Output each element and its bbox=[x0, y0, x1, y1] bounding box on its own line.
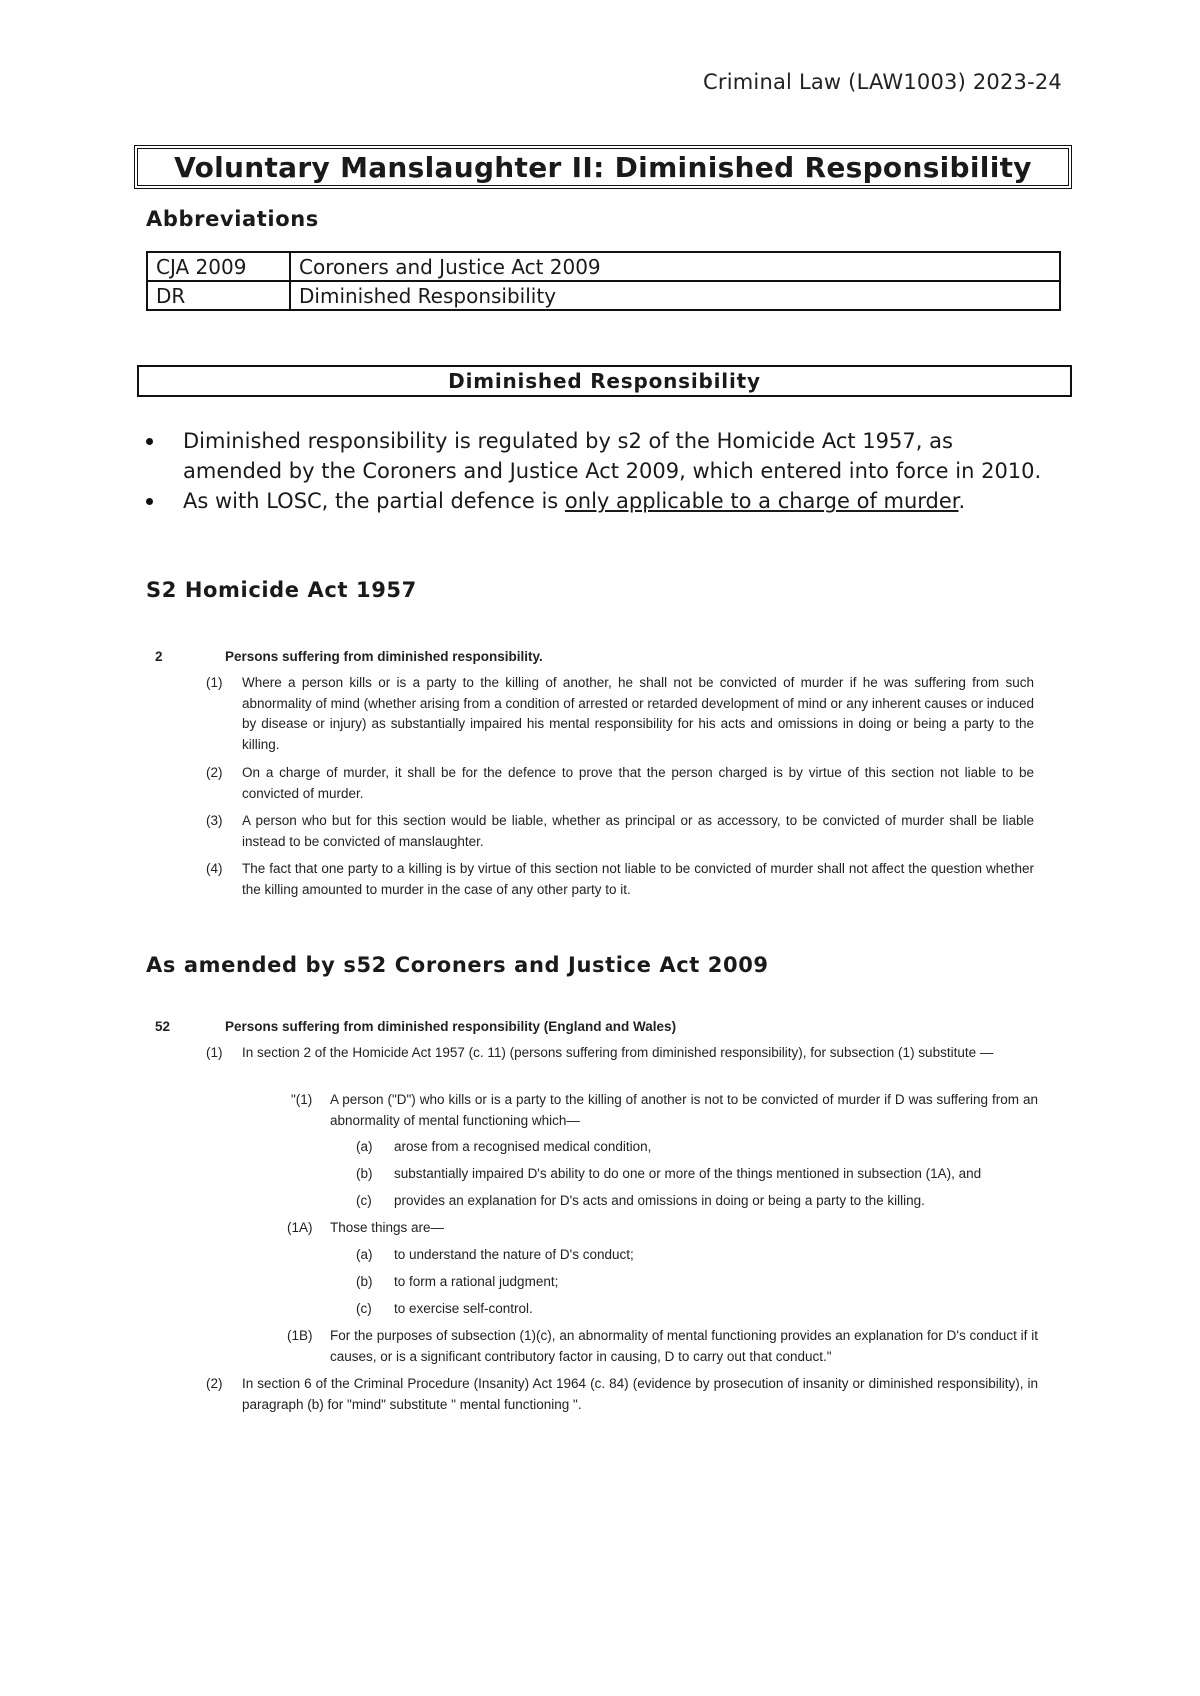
bullet-text-post: . bbox=[958, 489, 966, 513]
bullet-text-pre: As with LOSC, the partial defence is bbox=[183, 489, 565, 513]
meaning-cell: Diminished Responsibility bbox=[290, 281, 1060, 310]
section-heading-box bbox=[137, 365, 1072, 397]
title-box bbox=[134, 145, 1072, 189]
bullet-text: Diminished responsibility is regulated by s2 of the Homicide Act 1957, as amended by the Coroners and Justice Act 2009, which entered into force in 2010. bbox=[183, 429, 1042, 483]
abbreviations-table bbox=[146, 251, 1061, 311]
abbr-cell: CJA 2009 bbox=[147, 252, 290, 281]
table-row bbox=[147, 281, 1060, 310]
list-item bbox=[146, 486, 1046, 516]
section-number: 2 bbox=[155, 649, 163, 664]
course-header: Criminal Law (LAW1003) 2023-24 bbox=[703, 70, 1062, 94]
meaning-cell: Coroners and Justice Act 2009 bbox=[290, 252, 1060, 281]
table-row bbox=[147, 252, 1060, 281]
section-number: 52 bbox=[155, 1019, 171, 1034]
underlined-text: only applicable to a charge of murder bbox=[564, 489, 959, 513]
s2-heading: S2 Homicide Act 1957 bbox=[146, 578, 417, 602]
section-title: Persons suffering from diminished responsibility. bbox=[225, 649, 543, 664]
abbreviations-heading: Abbreviations bbox=[146, 207, 319, 231]
abbr-cell: DR bbox=[147, 281, 290, 310]
page-title: Voluntary Manslaughter II: Diminished Responsibility bbox=[174, 150, 1032, 184]
bullet-list bbox=[146, 426, 1046, 516]
s52-heading: As amended by s52 Coroners and Justice Act 2009 bbox=[146, 953, 769, 977]
s2-statute-extract: 2 Persons suffering from diminished responsibility. (1) Where a person kills or is a party to the killing of another, he shall not be convicted of murder if he was suffering from such abnormality of mind (whether arising from a condition of arrested or retarded development of mind or any inherent causes or induced by disease or injury) as substantially impaired his mental responsibility for his acts and omissions in doing or being a party to the killing. (2) On a charge of murder, it shall be for the defence to prove that the person charged is by virtue of this section not liable to be convicted of murder. (3) A person who but for this section would be liable, whether as principal or as accessory, to be convicted of murder shall be liable instead to be convicted of manslaughter. (4) The fact that one party to a killing is by virtue of this section not liable to be convicted of murder shall not affect the question whether the killing amounted to murder in the case of any other party to it. bbox=[155, 649, 1034, 897]
s52-statute-extract: 52 Persons suffering from diminished responsibility (England and Wales) (1) In section 2 of the Homicide Act 1957 (c. 11) (persons suffering from diminished responsibility), for subsection (1) substitute — "(1) A person ("D") who kills or is a party to the killing of another is not to be convicted of murder if D was suffering from an abnormality of mental functioning which— (a) arose from a recognised medical condition, (b) substantially impaired D's ability to do one or more of the things mentioned in subsection (1A), and (c) provides an explanation for D's acts and omissions in doing or being a party to the killing. (1A) Those things are— (a) to understand the nature of D's conduct; (b) to form a rational judgment; (c) to exercise self-control. (1B) For the purposes of subsection (1)(c), an abnormality of mental functioning provides an explanation for D's conduct if it causes, or is a significant contributory factor in causing, D to carry out that conduct." (2) In section 6 of the Criminal Procedure (Insanity) Act 1964 (c. 84) (evidence by prosecution of insanity or diminished responsibility), in paragraph (b) for "mind" substitute " mental functioning ". bbox=[155, 1019, 1038, 1412]
section-title: Persons suffering from diminished responsibility (England and Wales) bbox=[225, 1019, 677, 1034]
section-heading: Diminished Responsibility bbox=[448, 369, 761, 393]
list-item bbox=[146, 426, 1046, 486]
